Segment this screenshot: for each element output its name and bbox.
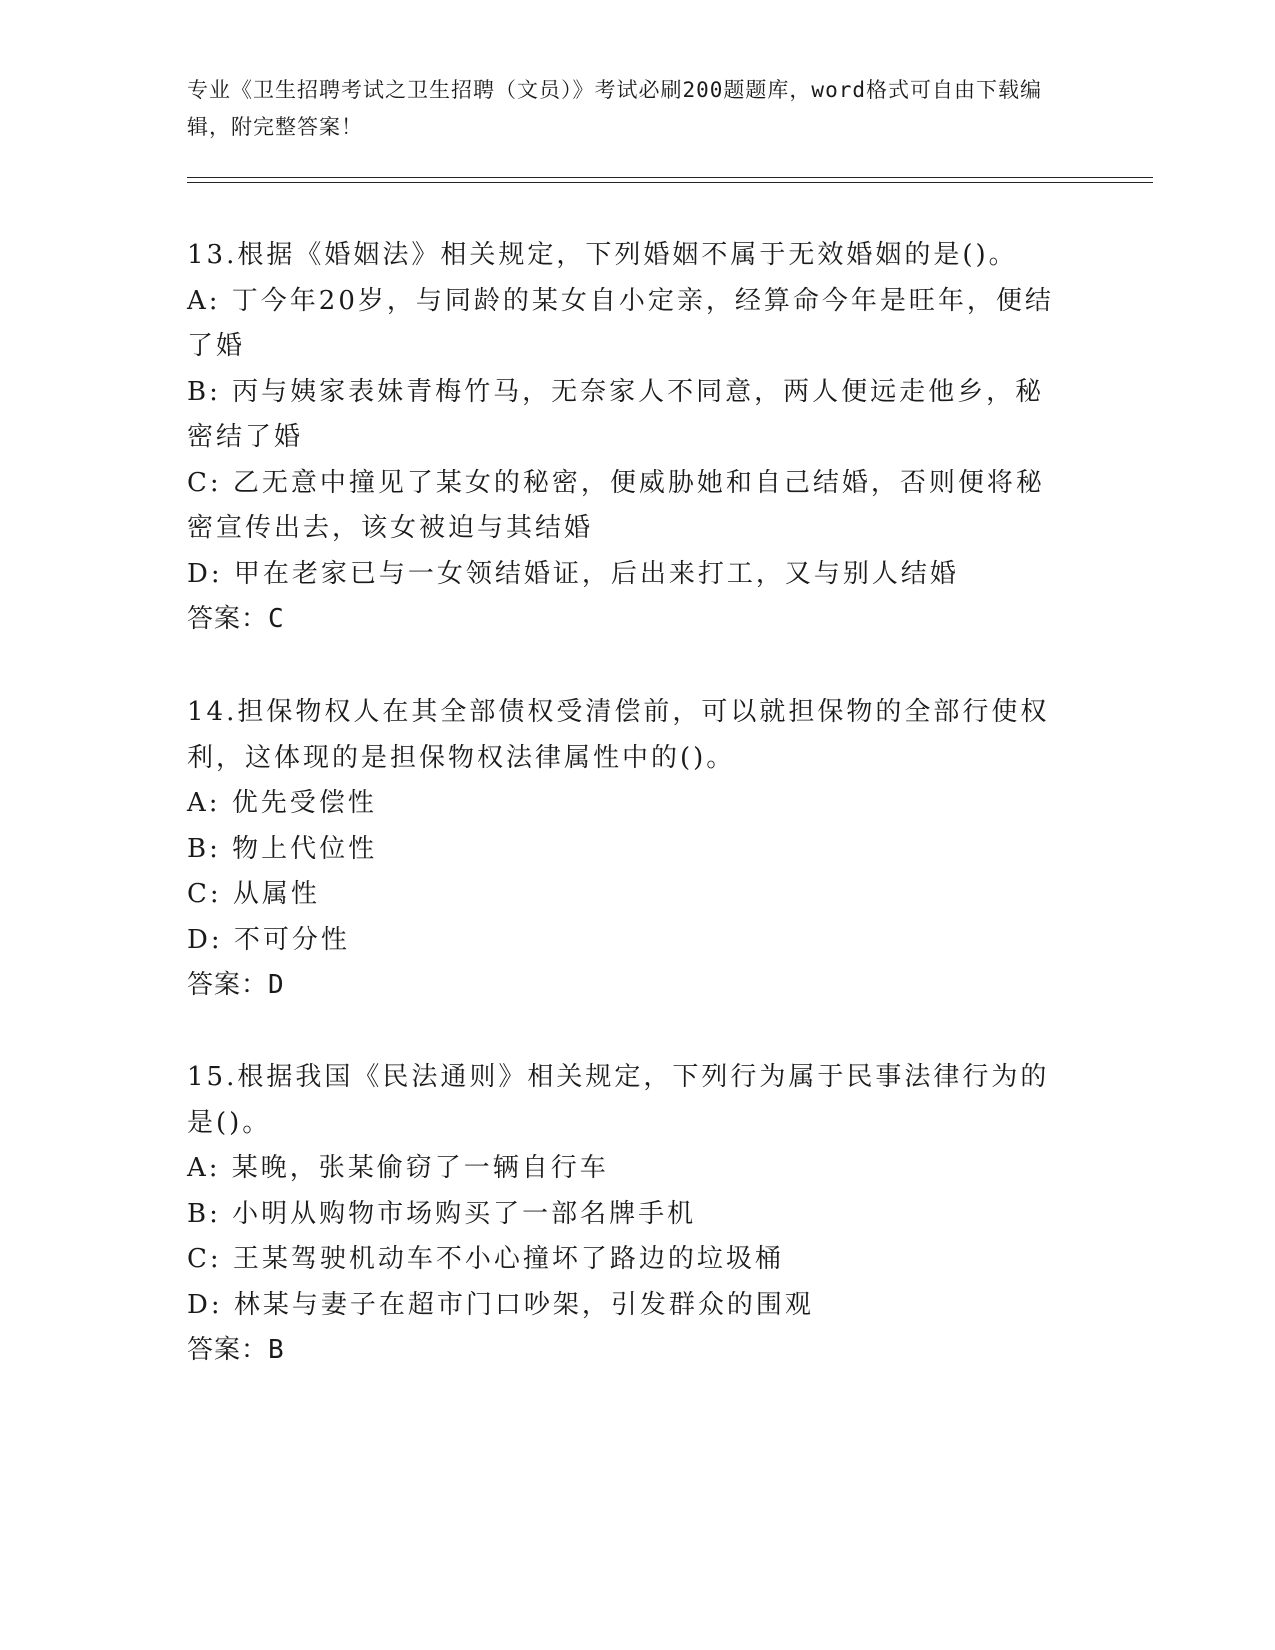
option-d: D: 林某与妻子在超市门口吵架，引发群众的围观	[187, 1289, 814, 1320]
option-b: B: 丙与姨家表妹青梅竹马，无奈家人不同意，两人便远走他乡，秘密结了婚	[187, 376, 1045, 452]
question-stem: 14.担保物权人在其全部债权受清偿前，可以就担保物的全部行使权利，这体现的是担保物权法律属性中的()。	[187, 697, 1050, 773]
option-b: B: 小明从购物市场购买了一部名牌手机	[187, 1198, 697, 1229]
answer: 答案：C	[187, 604, 285, 634]
option-a: A: 丁今年20岁，与同龄的某女自小定亲，经算命今年是旺年，便结了婚	[187, 285, 1054, 361]
question-stem: 15.根据我国《民法通则》相关规定，下列行为属于民事法律行为的是()。	[187, 1062, 1050, 1138]
question-15	[187, 1055, 1067, 1374]
answer: 答案：B	[187, 1335, 285, 1365]
option-c: C: 王某驾驶机动车不小心撞坏了路边的垃圾桶	[187, 1244, 784, 1274]
option-b: B: 物上代位性	[187, 833, 378, 864]
option-a: A: 优先受偿性	[187, 788, 377, 818]
option-c: C: 乙无意中撞见了某女的秘密，便威胁她和自己结婚，否则便将秘密宣传出去，该女被迫与其结婚	[187, 467, 1045, 543]
option-a: A: 某晚，张某偷窃了一辆自行车	[187, 1153, 609, 1183]
header-divider-bottom	[187, 182, 1153, 183]
question-stem: 13.根据《婚姻法》相关规定，下列婚姻不属于无效婚姻的是()。	[187, 240, 1018, 270]
answer: 答案：D	[187, 970, 285, 1000]
option-c: C: 从属性	[187, 879, 320, 909]
header-divider-top	[187, 177, 1153, 178]
option-d: D: 甲在老家已与一女领结婚证，后出来打工，又与别人结婚	[187, 558, 959, 589]
document-intro: 专业《卫生招聘考试之卫生招聘（文员）》考试必刷200题题库，word格式可自由下载编辑，附完整答案！	[187, 78, 1042, 139]
question-13	[187, 233, 1067, 643]
question-14	[187, 690, 1067, 1009]
option-d: D: 不可分性	[187, 924, 350, 955]
